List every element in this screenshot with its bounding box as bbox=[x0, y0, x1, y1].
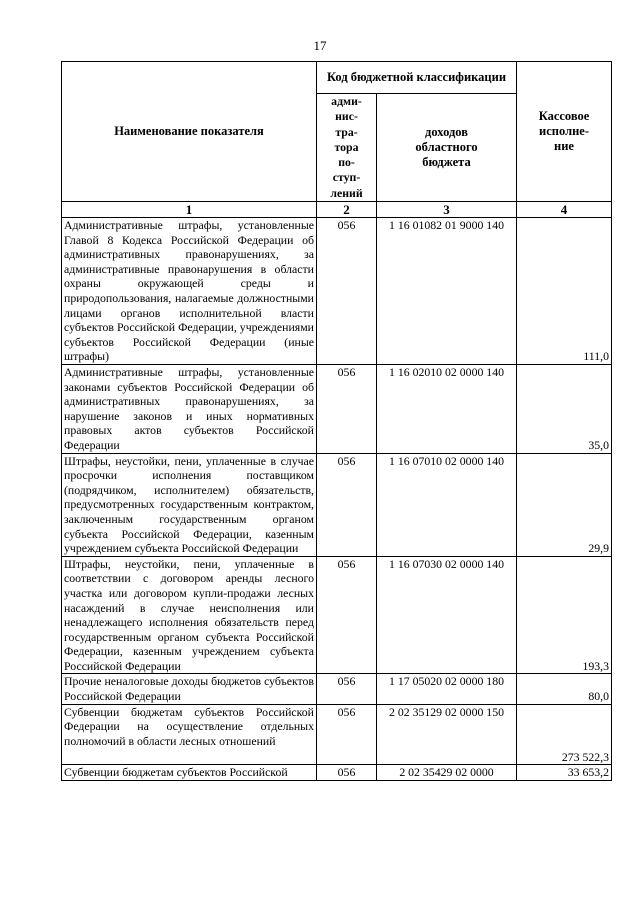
column-numbers-row bbox=[62, 202, 612, 218]
row-income-code: 1 17 05020 02 0000 180 bbox=[377, 674, 517, 704]
row-amount: 29,9 bbox=[517, 453, 612, 556]
table-row bbox=[62, 674, 612, 704]
column-number: 2 bbox=[317, 202, 377, 218]
column-number: 4 bbox=[517, 202, 612, 218]
column-number: 3 bbox=[377, 202, 517, 218]
row-name: Субвенции бюджетам субъектов Российской Федерации на осуществление отдельных полномочий в области лесных отношений bbox=[62, 704, 317, 765]
row-name: Штрафы, неустойки, пени, уплаченные в соответствии с договором аренды лесного участка или договором купли-продажи лесных насаждений в случае неисполнения или ненадлежащего исполнения обязательств перед государственным органом субъекта Российской Федерации, казенным учреждением субъекта Российской Федерации bbox=[62, 556, 317, 674]
row-amount: 80,0 bbox=[517, 674, 612, 704]
row-name: Административные штрафы, установленные законами субъектов Российской Федерации об административных правонарушениях, за нарушение законов и иных нормативных правовых актов субъектов Российской Федерации bbox=[62, 365, 317, 454]
header-admin: адми- нис- тра- тора по- ступ- лений bbox=[317, 94, 377, 202]
row-income-code: 1 16 02010 02 0000 140 bbox=[377, 365, 517, 454]
row-amount: 35,0 bbox=[517, 365, 612, 454]
row-name: Штрафы, неустойки, пени, уплаченные в случае просрочки исполнения поставщиком (подрядчиком, исполнителем) обязательств, предусмотренных государственным контрактом, заключенным государственным органом субъекта Российской Федерации, казенным учреждением субъекта Российской Федерации bbox=[62, 453, 317, 556]
row-amount: 111,0 bbox=[517, 218, 612, 365]
budget-table bbox=[61, 61, 612, 781]
header-execution: Кассовое исполне- ние bbox=[517, 62, 612, 202]
table-row bbox=[62, 453, 612, 556]
table-body bbox=[62, 218, 612, 781]
row-name: Административные штрафы, установленные Главой 8 Кодекса Российской Федерации об административных правонарушениях, за административные правонарушения в области охраны окружающей среды и природопользования, налагаемые должностными лицами органов исполнительной власти субъектов Российской Федерации, учреждениями субъектов Российской Федерации (иные штрафы) bbox=[62, 218, 317, 365]
row-admin-code: 056 bbox=[317, 765, 377, 781]
table-row bbox=[62, 556, 612, 674]
table-row bbox=[62, 365, 612, 454]
page-number: 17 bbox=[313, 38, 327, 53]
row-name: Прочие неналоговые доходы бюджетов субъектов Российской Федерации bbox=[62, 674, 317, 704]
column-number: 1 bbox=[62, 202, 317, 218]
row-amount: 33 653,2 bbox=[517, 765, 612, 781]
row-admin-code: 056 bbox=[317, 453, 377, 556]
row-income-code: 1 16 07030 02 0000 140 bbox=[377, 556, 517, 674]
row-admin-code: 056 bbox=[317, 674, 377, 704]
table-row bbox=[62, 704, 612, 765]
header-name: Наименование показателя bbox=[62, 62, 317, 202]
table-header bbox=[62, 62, 612, 218]
row-admin-code: 056 bbox=[317, 218, 377, 365]
row-admin-code: 056 bbox=[317, 556, 377, 674]
row-income-code: 1 16 07010 02 0000 140 bbox=[377, 453, 517, 556]
row-amount: 193,3 bbox=[517, 556, 612, 674]
row-amount: 273 522,3 bbox=[517, 704, 612, 765]
table-row bbox=[62, 765, 612, 781]
table-row bbox=[62, 218, 612, 365]
header-income: доходов областного бюджета bbox=[377, 94, 517, 202]
row-name: Субвенции бюджетам субъектов Российской bbox=[62, 765, 317, 781]
row-income-code: 2 02 35129 02 0000 150 bbox=[377, 704, 517, 765]
row-income-code: 1 16 01082 01 9000 140 bbox=[377, 218, 517, 365]
row-admin-code: 056 bbox=[317, 365, 377, 454]
header-code-group: Код бюджетной классификации bbox=[317, 62, 517, 94]
row-admin-code: 056 bbox=[317, 704, 377, 765]
row-income-code: 2 02 35429 02 0000 bbox=[377, 765, 517, 781]
